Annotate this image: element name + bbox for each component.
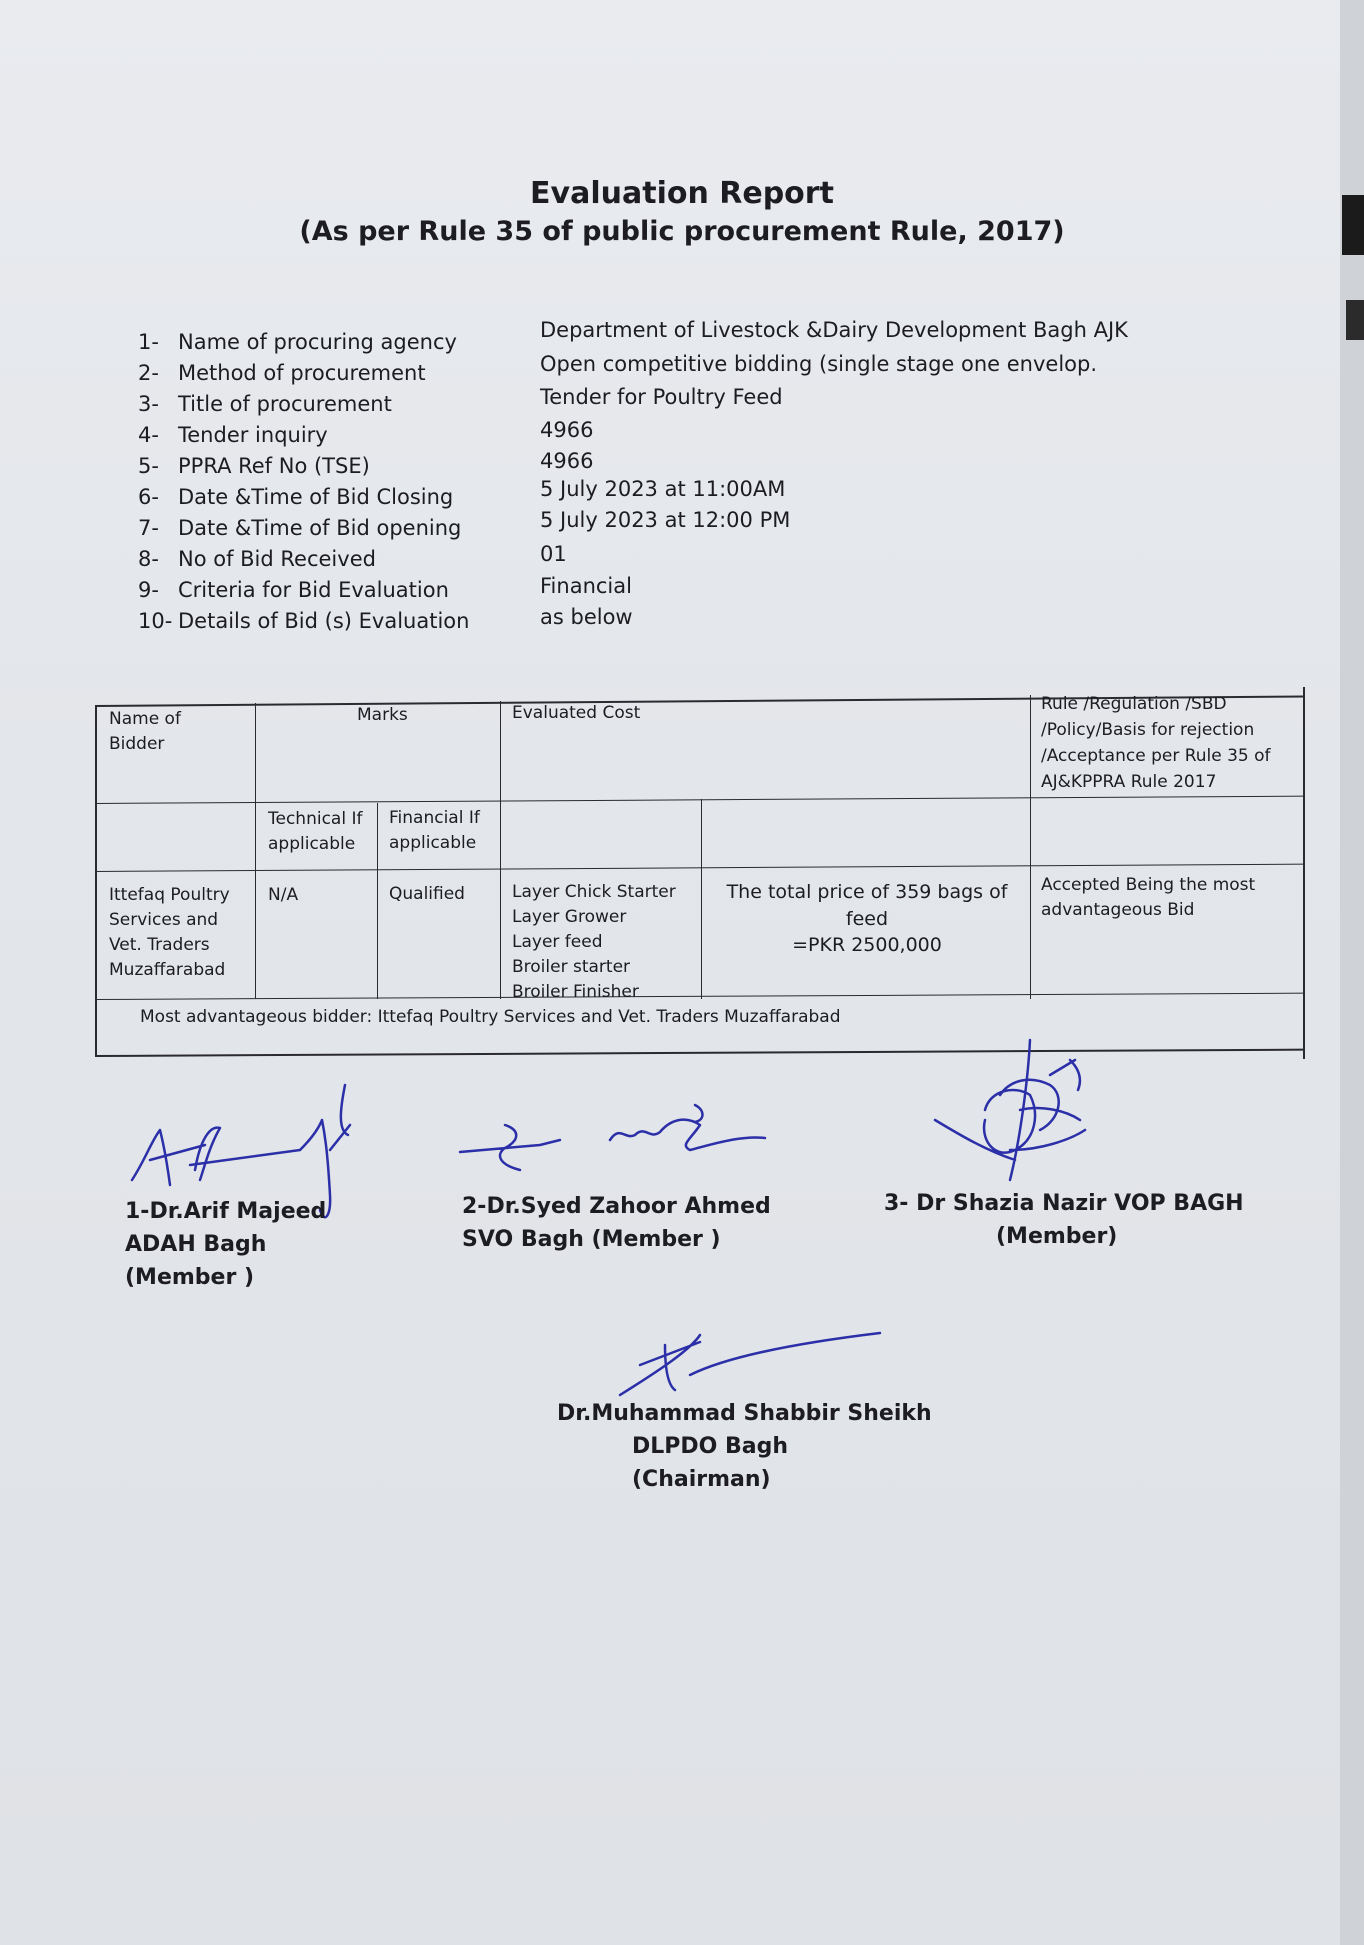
detail-label: Date &Time of Bid opening <box>178 516 462 540</box>
signatory-2-name: 2-Dr.Syed Zahoor Ahmed <box>462 1194 771 1219</box>
signatory-2 <box>462 1190 771 1256</box>
bidder-name: Ittefaq Poultry Services and Vet. Traders Muzaffarabad <box>109 885 230 980</box>
detail-label: Details of Bid (s) Evaluation <box>178 609 470 633</box>
detail-value: Open competitive bidding (single stage one envelop. <box>540 352 1098 376</box>
signatory-1-role: (Member ) <box>125 1265 255 1290</box>
detail-value: Financial <box>540 574 632 598</box>
header-name-of-bidder: Name of Bidder <box>109 709 181 754</box>
detail-value: 01 <box>540 542 567 566</box>
detail-label: Tender inquiry <box>178 423 328 447</box>
signatory-3 <box>884 1187 1244 1253</box>
feed-item: Layer Grower <box>512 907 627 927</box>
total-price-text: The total price of 359 bags of feed <box>726 881 1008 930</box>
detail-label: No of Bid Received <box>178 547 376 571</box>
signatory-2-designation: SVO Bagh (Member ) <box>462 1227 721 1252</box>
detail-label: PPRA Ref No (TSE) <box>178 454 370 478</box>
detail-number: 6- <box>138 485 159 509</box>
signatory-3-name: 3- Dr Shazia Nazir VOP BAGH <box>884 1191 1244 1216</box>
technical-marks: N/A <box>268 885 299 905</box>
feed-item: Broiler Finisher <box>512 982 639 1002</box>
detail-value: 4966 <box>540 418 594 442</box>
chairman-role: (Chairman) <box>632 1467 771 1492</box>
chairman-signatory <box>557 1397 932 1496</box>
detail-number: 2- <box>138 361 159 385</box>
detail-number: 9- <box>138 578 159 602</box>
detail-label: Criteria for Bid Evaluation <box>178 578 449 602</box>
detail-number: 7- <box>138 516 159 540</box>
header-marks: Marks <box>357 705 408 725</box>
detail-value: 5 July 2023 at 12:00 PM <box>540 508 791 532</box>
detail-number: 5- <box>138 454 159 478</box>
feed-item: Layer feed <box>512 932 603 952</box>
detail-value: Tender for Poultry Feed <box>540 385 783 409</box>
report-subtitle: (As per Rule 35 of public procurement Rule, 2017) <box>299 216 1065 247</box>
detail-number: 3- <box>138 392 159 416</box>
detail-number: 4- <box>138 423 159 447</box>
detail-label: Name of procuring agency <box>178 330 457 354</box>
feed-item: Broiler starter <box>512 957 631 977</box>
header-evaluated-cost: Evaluated Cost <box>512 703 641 723</box>
chairman-designation: DLPDO Bagh <box>632 1434 789 1459</box>
detail-value: 5 July 2023 at 11:00AM <box>540 477 786 501</box>
signatory-1 <box>125 1195 326 1294</box>
header-rule-basis: Rule /Regulation /SBD /Policy/Basis for rejection /Acceptance per Rule 35 of AJ&KPPRA Rule 2017 <box>1041 694 1271 792</box>
chairman-name: Dr.Muhammad Shabbir Sheikh <box>557 1401 932 1426</box>
detail-value: Department of Livestock &Dairy Development Bagh AJK <box>540 318 1128 342</box>
detail-number: 10- <box>138 609 173 633</box>
feed-item: Layer Chick Starter <box>512 882 676 902</box>
detail-number: 8- <box>138 547 159 571</box>
most-advantageous-bidder: Most advantageous bidder: Ittefaq Poultry Services and Vet. Traders Muzaffarabad <box>140 1007 841 1027</box>
detail-value: as below <box>540 605 633 629</box>
header-technical: Technical If applicable <box>268 809 363 854</box>
detail-label: Method of procurement <box>178 361 426 385</box>
header-financial: Financial If applicable <box>389 808 480 853</box>
total-price-amount: =PKR 2500,000 <box>792 934 942 956</box>
detail-number: 1- <box>138 330 159 354</box>
report-title: Evaluation Report <box>530 176 834 211</box>
detail-label: Title of procurement <box>178 392 392 416</box>
signatory-3-role: (Member) <box>996 1224 1118 1249</box>
acceptance-decision: Accepted Being the most advantageous Bid <box>1041 875 1256 920</box>
detail-label: Date &Time of Bid Closing <box>178 485 454 509</box>
signatory-1-name: 1-Dr.Arif Majeed <box>125 1199 327 1224</box>
signatory-1-designation: ADAH Bagh <box>125 1232 267 1257</box>
financial-marks: Qualified <box>389 884 465 904</box>
detail-value: 4966 <box>540 449 594 473</box>
